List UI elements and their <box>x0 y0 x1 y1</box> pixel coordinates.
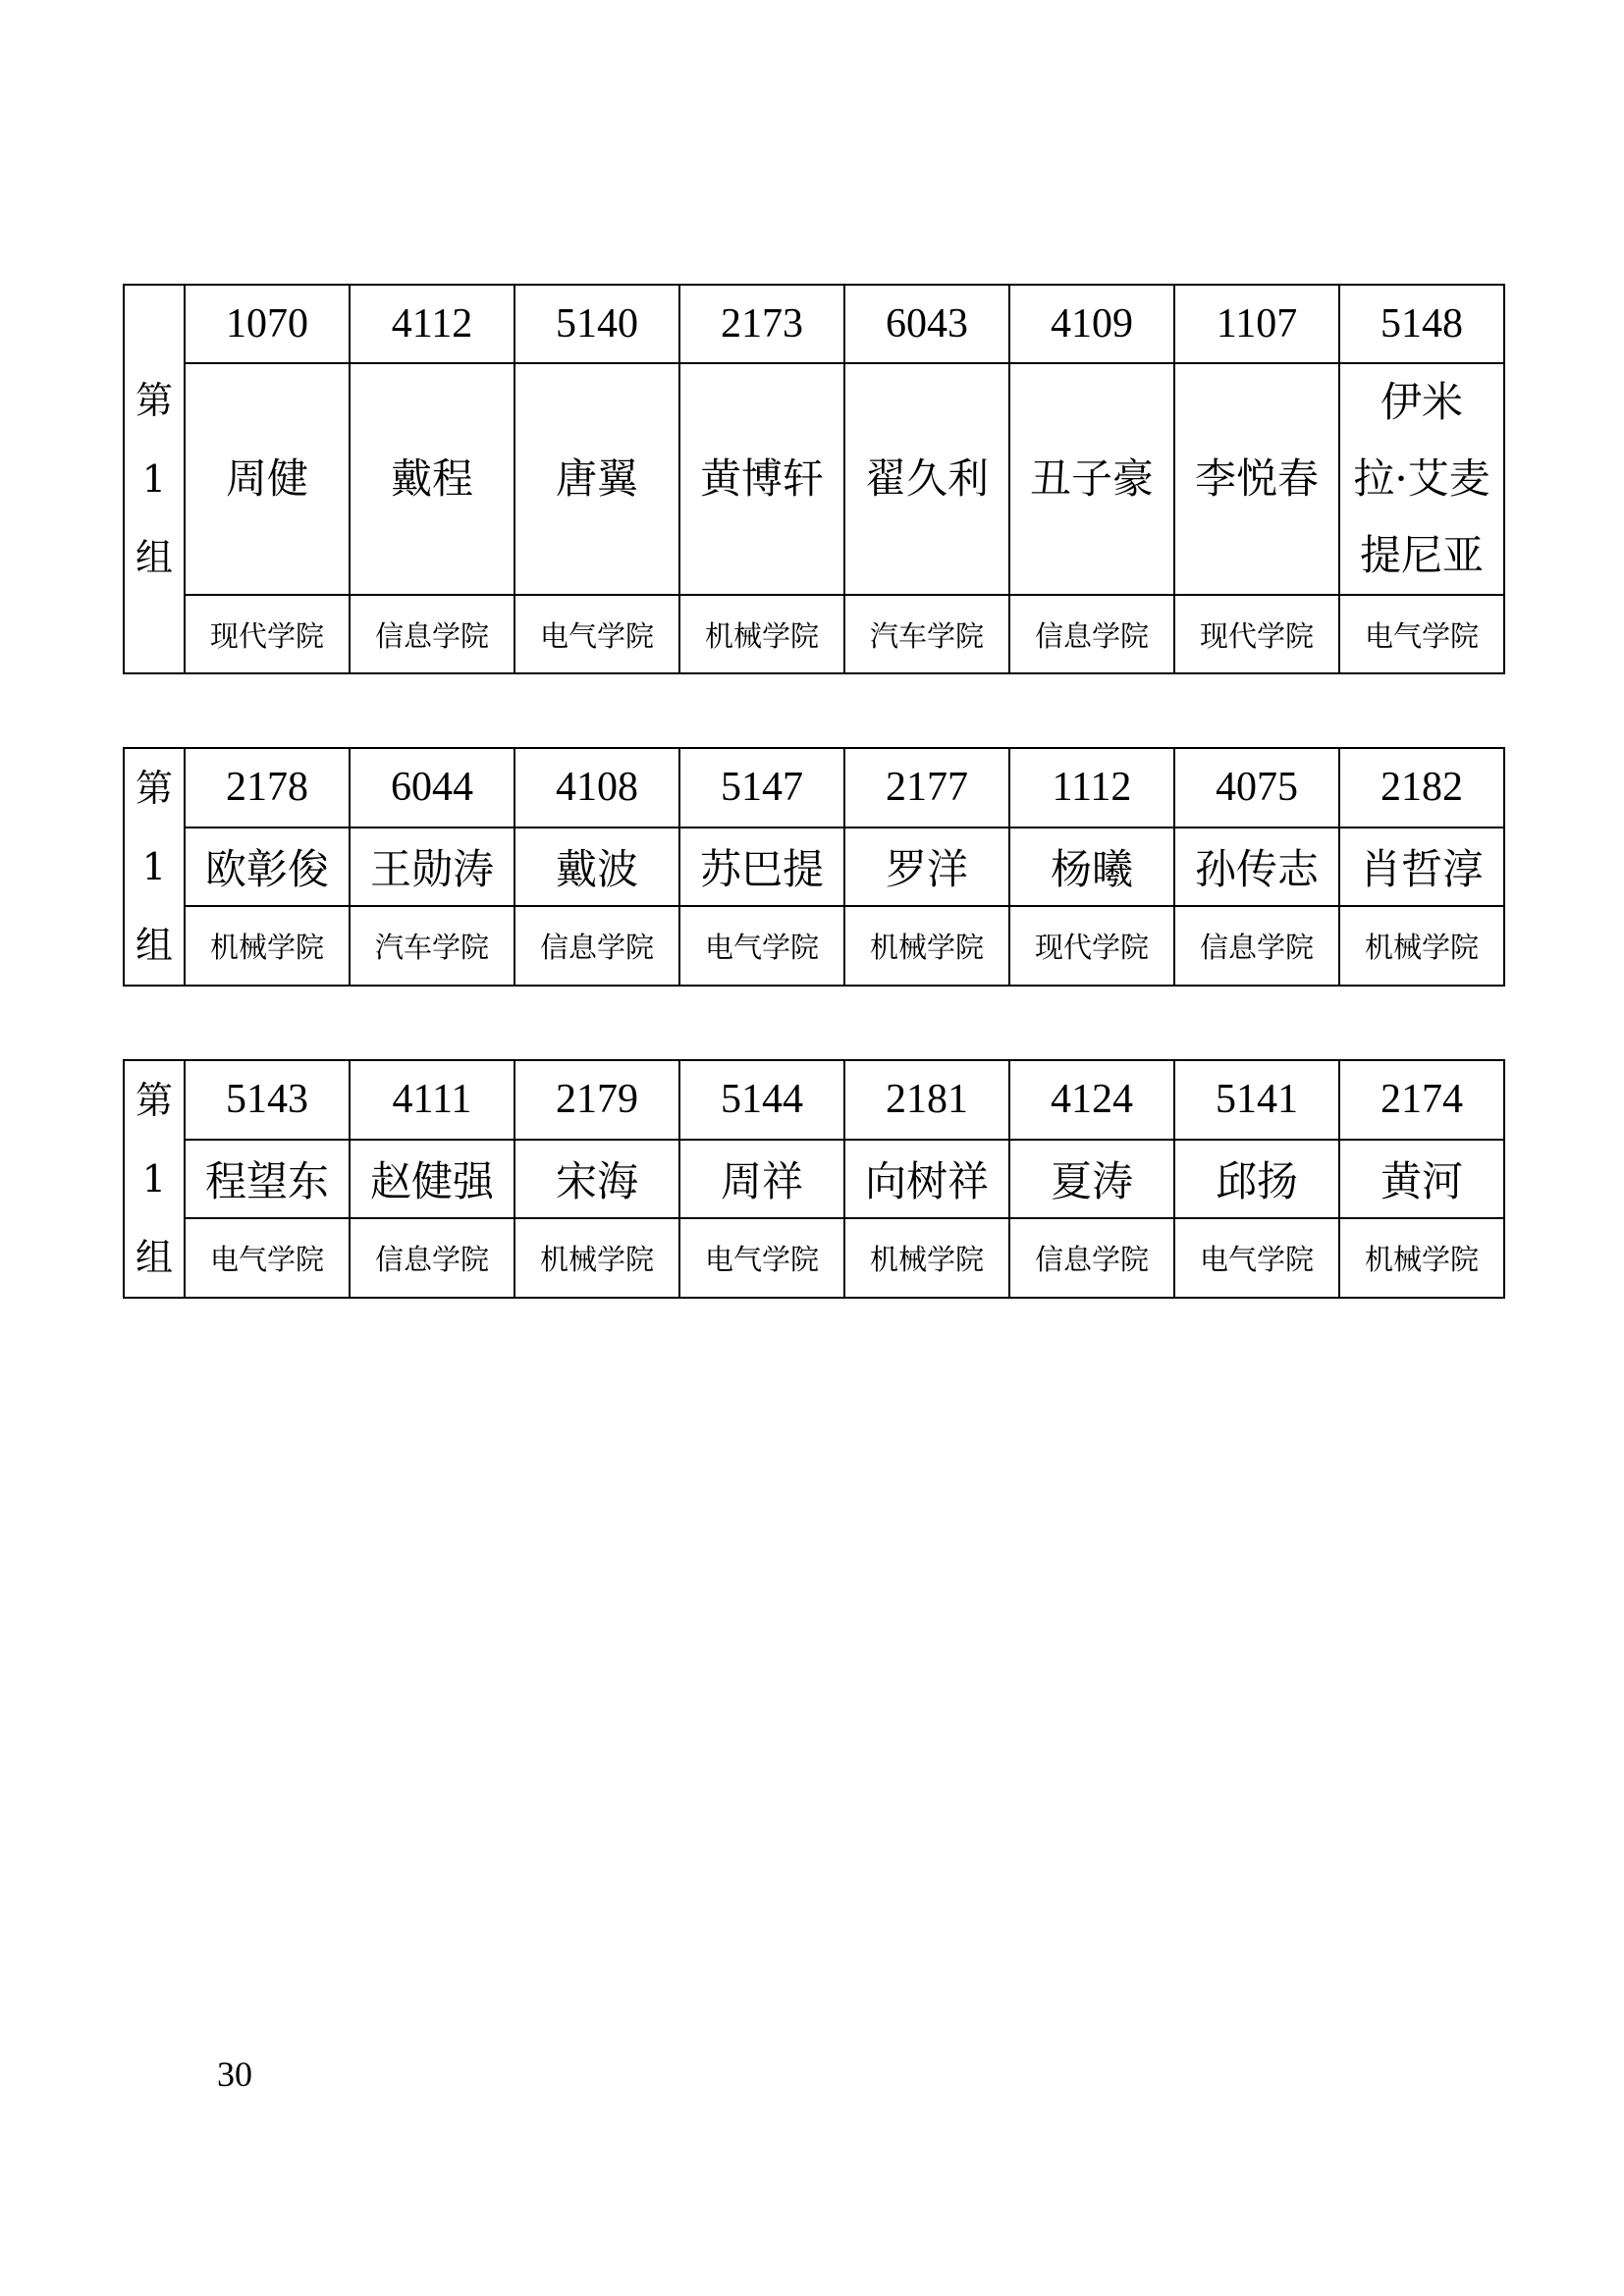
entry-name: 戴波 <box>514 828 679 907</box>
college-row <box>124 1218 1504 1298</box>
entry-college: 机械学院 <box>844 1218 1009 1298</box>
entry-name: 向树祥 <box>844 1140 1009 1219</box>
entry-college: 信息学院 <box>350 1218 514 1298</box>
entry-number: 2174 <box>1339 1060 1504 1140</box>
entry-number: 1070 <box>185 285 350 363</box>
number-row <box>124 1060 1504 1140</box>
entry-name: 周祥 <box>679 1140 844 1219</box>
entry-number: 1107 <box>1174 285 1339 363</box>
entry-college: 机械学院 <box>185 906 350 986</box>
entry-college: 机械学院 <box>1339 1218 1504 1298</box>
entry-college: 机械学院 <box>844 906 1009 986</box>
entry-name: 夏涛 <box>1009 1140 1174 1219</box>
entry-name: 欧彰俊 <box>185 828 350 907</box>
page-number: 30 <box>217 2055 252 2094</box>
entry-college: 信息学院 <box>1009 595 1174 673</box>
entry-number: 2177 <box>844 748 1009 828</box>
entry-college: 现代学院 <box>185 595 350 673</box>
group-table-2 <box>123 747 1505 987</box>
entry-name: 黄河 <box>1339 1140 1504 1219</box>
entry-number: 5147 <box>679 748 844 828</box>
group-table-1 <box>123 284 1505 674</box>
entry-number: 2173 <box>679 285 844 363</box>
entry-college: 电气学院 <box>1339 595 1504 673</box>
entry-number: 5144 <box>679 1060 844 1140</box>
entry-number: 4108 <box>514 748 679 828</box>
entry-name: 罗洋 <box>844 828 1009 907</box>
name-row <box>124 828 1504 907</box>
entry-number: 4109 <box>1009 285 1174 363</box>
group-label: 第 1 组 <box>124 1060 185 1298</box>
entry-number: 2179 <box>514 1060 679 1140</box>
college-row <box>124 595 1504 673</box>
entry-college: 电气学院 <box>514 595 679 673</box>
name-row <box>124 1140 1504 1219</box>
number-row <box>124 285 1504 363</box>
entry-college: 机械学院 <box>1339 906 1504 986</box>
entry-number: 6043 <box>844 285 1009 363</box>
entry-number: 5141 <box>1174 1060 1339 1140</box>
entry-name: 宋海 <box>514 1140 679 1219</box>
entry-name-multiline: 伊米 拉·艾麦 提尼亚 <box>1339 363 1504 595</box>
entry-college: 现代学院 <box>1174 595 1339 673</box>
entry-college: 电气学院 <box>679 1218 844 1298</box>
entry-college: 信息学院 <box>350 595 514 673</box>
entry-number: 5140 <box>514 285 679 363</box>
entry-college: 电气学院 <box>185 1218 350 1298</box>
entry-name: 李悦春 <box>1174 363 1339 595</box>
entry-college: 现代学院 <box>1009 906 1174 986</box>
entry-name: 王勋涛 <box>350 828 514 907</box>
entry-name: 杨曦 <box>1009 828 1174 907</box>
group-table-3 <box>123 1059 1505 1299</box>
entry-college: 电气学院 <box>1174 1218 1339 1298</box>
entry-name: 苏巴提 <box>679 828 844 907</box>
number-row <box>124 748 1504 828</box>
entry-number: 2182 <box>1339 748 1504 828</box>
entry-name: 邱扬 <box>1174 1140 1339 1219</box>
entry-name: 唐翼 <box>514 363 679 595</box>
group-label: 第 1 组 <box>124 748 185 986</box>
entry-name: 丑子豪 <box>1009 363 1174 595</box>
entry-college: 机械学院 <box>514 1218 679 1298</box>
entry-college: 信息学院 <box>1174 906 1339 986</box>
entry-college: 汽车学院 <box>844 595 1009 673</box>
entry-number: 2178 <box>185 748 350 828</box>
college-row <box>124 906 1504 986</box>
entry-name: 赵健强 <box>350 1140 514 1219</box>
entry-college: 汽车学院 <box>350 906 514 986</box>
entry-name: 周健 <box>185 363 350 595</box>
entry-college: 机械学院 <box>679 595 844 673</box>
name-row <box>124 363 1504 595</box>
entry-number: 5148 <box>1339 285 1504 363</box>
entry-number: 4075 <box>1174 748 1339 828</box>
entry-college: 信息学院 <box>514 906 679 986</box>
entry-number: 1112 <box>1009 748 1174 828</box>
entry-name: 戴程 <box>350 363 514 595</box>
entry-college: 信息学院 <box>1009 1218 1174 1298</box>
entry-number: 4111 <box>350 1060 514 1140</box>
entry-number: 5143 <box>185 1060 350 1140</box>
entry-number: 6044 <box>350 748 514 828</box>
entry-name: 程望东 <box>185 1140 350 1219</box>
entry-name: 孙传志 <box>1174 828 1339 907</box>
entry-college: 电气学院 <box>679 906 844 986</box>
group-label: 第 1 组 <box>124 285 185 673</box>
entry-number: 4124 <box>1009 1060 1174 1140</box>
entry-name: 肖哲淳 <box>1339 828 1504 907</box>
entry-number: 2181 <box>844 1060 1009 1140</box>
entry-name: 黄博轩 <box>679 363 844 595</box>
entry-number: 4112 <box>350 285 514 363</box>
entry-name: 翟久利 <box>844 363 1009 595</box>
